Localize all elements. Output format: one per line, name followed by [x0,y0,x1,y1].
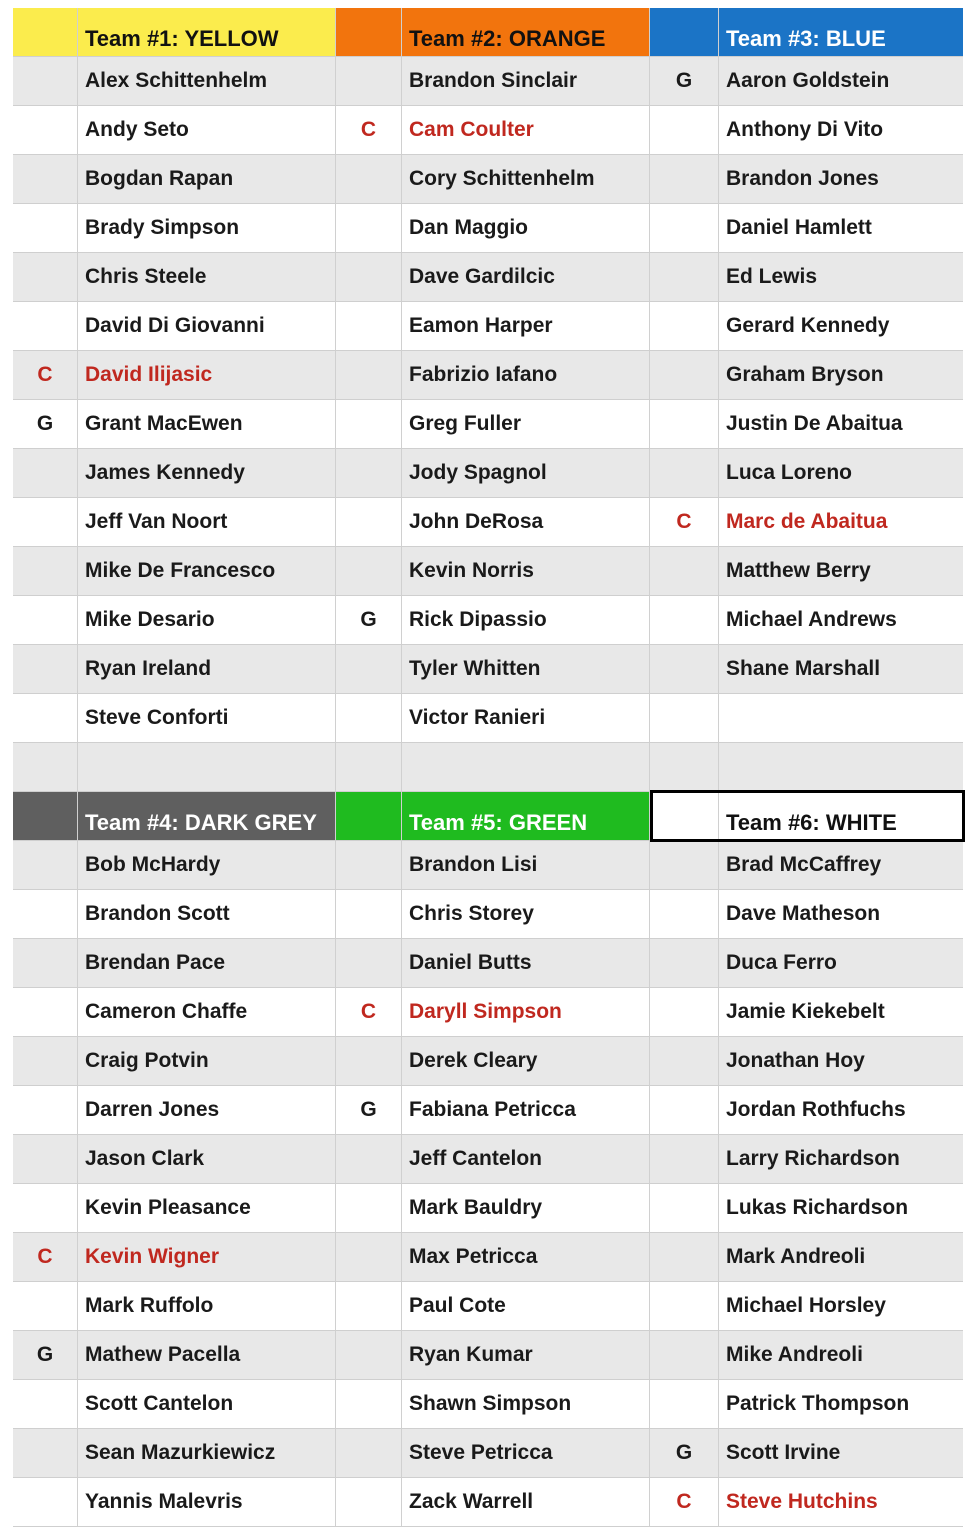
player-name-cell[interactable]: Kevin Pleasance [78,1184,336,1232]
player-role-cell[interactable] [13,1478,78,1526]
player-row [13,1086,963,1135]
player-role-cell[interactable] [650,449,719,497]
player-name-cell[interactable]: Kevin Wigner [78,1233,336,1281]
player-role-cell[interactable] [650,204,719,252]
player-role-cell[interactable] [336,694,402,742]
player-role-cell[interactable] [336,645,402,693]
player-name-cell[interactable]: Darren Jones [78,1086,336,1134]
player-role-cell[interactable] [650,1233,719,1281]
player-name-cell[interactable]: Brendan Pace [78,939,336,987]
player-role-cell[interactable] [336,939,402,987]
player-role-cell[interactable] [13,106,78,154]
player-role-cell[interactable]: C [336,106,402,154]
player-name-cell[interactable]: Jody Spagnol [402,449,650,497]
player-row [13,302,963,351]
player-role-cell[interactable] [650,106,719,154]
player-name-cell[interactable]: Duca Ferro [726,951,837,974]
player-role-cell[interactable] [336,400,402,448]
empty-cell[interactable] [719,743,963,791]
player-name-cell[interactable]: Mike De Francesco [78,547,336,595]
player-role-cell[interactable]: G [13,400,78,448]
player-row [13,351,963,400]
player-role-cell[interactable] [650,1037,719,1085]
player-row [13,400,963,449]
player-role-cell[interactable] [650,400,719,448]
player-name-cell[interactable]: Mark Andreoli [726,1245,866,1268]
player-row [13,155,963,204]
player-name-cell[interactable]: Brandon Jones [726,167,879,190]
player-name-cell[interactable]: Grant MacEwen [78,400,336,448]
player-name-cell[interactable]: Jonathan Hoy [726,1049,865,1072]
player-role-cell[interactable] [13,1037,78,1085]
player-role-cell[interactable] [650,302,719,350]
player-name-cell[interactable]: Mark Ruffolo [78,1282,336,1330]
player-row [13,498,963,547]
player-role-cell[interactable] [13,1429,78,1477]
player-name-cell[interactable]: David Ilijasic [78,351,336,399]
player-name-cell[interactable]: Steve Conforti [78,694,336,742]
empty-cell[interactable] [78,743,336,791]
player-role-cell[interactable]: G [336,1086,402,1134]
team-title-team-4-dark-grey[interactable]: Team #4: DARK GREY [78,792,336,840]
team-title-team-2-orange[interactable]: Team #2: ORANGE [402,8,650,56]
player-role-cell[interactable] [13,449,78,497]
player-name-cell[interactable]: David Di Giovanni [78,302,336,350]
player-name-cell[interactable]: Fabrizio Iafano [402,351,650,399]
player-name-cell[interactable]: Brandon Scott [78,890,336,938]
player-name-cell[interactable]: Matthew Berry [726,559,871,582]
player-row [13,1282,963,1331]
player-role-cell[interactable] [336,1282,402,1330]
player-name-cell[interactable]: Brad McCaffrey [726,853,882,876]
player-role-cell[interactable] [650,1184,719,1232]
player-name-cell[interactable]: Derek Cleary [402,1037,650,1085]
player-role-cell[interactable] [13,1135,78,1183]
player-name-cell[interactable]: Graham Bryson [726,363,884,386]
player-row [13,1184,963,1233]
player-role-cell[interactable] [336,1478,402,1526]
player-role-cell[interactable] [650,253,719,301]
player-name-cell[interactable]: Jeff Cantelon [402,1135,650,1183]
player-row [13,449,963,498]
player-role-cell[interactable] [13,1184,78,1232]
player-name-cell[interactable]: Zack Warrell [402,1478,650,1526]
player-role-cell[interactable] [336,890,402,938]
team-title-team-1-yellow[interactable]: Team #1: YELLOW [78,8,336,56]
player-row [13,988,963,1037]
player-name-cell[interactable]: Ryan Ireland [78,645,336,693]
player-name-cell[interactable]: James Kennedy [78,449,336,497]
player-row [13,841,963,890]
player-row [13,1380,963,1429]
team-color-swatch[interactable] [650,792,719,840]
player-role-cell[interactable]: C [650,498,719,546]
player-name-cell[interactable]: Rick Dipassio [402,596,650,644]
player-row [13,1135,963,1184]
player-name-cell[interactable]: Marc de Abaitua [726,510,888,533]
player-row [13,1331,963,1380]
team-color-swatch[interactable] [336,792,402,840]
player-role-cell[interactable]: C [13,1233,78,1281]
player-role-cell[interactable] [336,498,402,546]
player-name-cell[interactable] [719,694,963,742]
player-role-cell[interactable] [336,1184,402,1232]
player-role-cell[interactable] [13,1380,78,1428]
player-role-cell[interactable] [13,547,78,595]
player-role-cell[interactable] [650,1380,719,1428]
player-role-cell[interactable] [336,1331,402,1379]
player-name-cell[interactable]: Larry Richardson [726,1147,900,1170]
team-header-row [13,8,963,57]
player-row [13,694,963,743]
player-role-cell[interactable] [13,57,78,105]
player-row [13,1233,963,1282]
player-role-cell[interactable] [650,351,719,399]
player-role-cell[interactable] [650,547,719,595]
player-name-cell[interactable]: Michael Horsley [726,1294,886,1317]
player-role-cell[interactable] [13,645,78,693]
player-role-cell[interactable]: C [650,1478,719,1526]
player-row [13,253,963,302]
player-name-cell[interactable]: Jamie Kiekebelt [726,1000,885,1023]
player-role-cell[interactable]: G [336,596,402,644]
player-role-cell[interactable] [336,351,402,399]
player-role-cell[interactable] [336,253,402,301]
player-role-cell[interactable] [336,449,402,497]
player-role-cell[interactable] [13,253,78,301]
blank-spacer-row [13,743,963,792]
player-name-cell[interactable]: Jason Clark [78,1135,336,1183]
empty-cell[interactable] [336,743,402,791]
player-name-cell[interactable]: Andy Seto [78,106,336,154]
player-name-cell[interactable]: Dave Gardilcic [402,253,650,301]
player-name-cell[interactable]: Jordan Rothfuchs [726,1098,906,1121]
player-name-cell[interactable]: John DeRosa [402,498,650,546]
player-name-cell[interactable]: Brady Simpson [78,204,336,252]
player-name-cell[interactable]: Steve Hutchins [726,1490,878,1513]
player-name-cell[interactable]: Shawn Simpson [402,1380,650,1428]
player-role-cell[interactable] [13,939,78,987]
player-role-cell[interactable]: G [650,1429,719,1477]
player-name-cell[interactable]: Michael Andrews [726,608,897,631]
player-role-cell[interactable] [650,1282,719,1330]
player-role-cell[interactable] [650,988,719,1036]
player-role-cell[interactable] [336,302,402,350]
player-role-cell[interactable] [650,939,719,987]
player-name-cell[interactable]: Sean Mazurkiewicz [78,1429,336,1477]
player-role-cell[interactable] [650,1086,719,1134]
player-name-cell[interactable]: Craig Potvin [78,1037,336,1085]
team-color-swatch[interactable] [13,792,78,840]
player-name-cell[interactable]: Chris Steele [78,253,336,301]
player-name-cell[interactable]: Ryan Kumar [402,1331,650,1379]
player-name-cell[interactable]: Fabiana Petricca [402,1086,650,1134]
player-role-cell[interactable]: G [650,57,719,105]
player-role-cell[interactable] [13,988,78,1036]
player-row [13,57,963,106]
player-role-cell[interactable] [650,155,719,203]
player-name-cell[interactable]: Gerard Kennedy [726,314,890,337]
player-role-cell[interactable] [13,596,78,644]
empty-cell[interactable] [402,743,650,791]
team-title-team-6-white[interactable]: Team #6: WHITE [719,792,963,840]
player-row [13,645,963,694]
player-row [13,204,963,253]
player-name-cell[interactable]: Mathew Pacella [78,1331,336,1379]
player-name-cell[interactable]: Shane Marshall [726,657,881,680]
player-role-cell[interactable] [650,1135,719,1183]
player-role-cell[interactable] [650,890,719,938]
player-role-cell[interactable] [13,1086,78,1134]
player-role-cell[interactable]: C [336,988,402,1036]
player-name-cell[interactable]: Brandon Sinclair [402,57,650,105]
player-name-cell[interactable]: Daryll Simpson [402,988,650,1036]
player-role-cell[interactable] [13,841,78,889]
player-name-cell[interactable]: Paul Cote [402,1282,650,1330]
player-name-cell[interactable]: Aaron Goldstein [726,69,890,92]
player-name-cell[interactable]: Anthony Di Vito [726,118,884,141]
roster-spreadsheet [13,8,963,1527]
player-name-cell[interactable]: Lukas Richardson [726,1196,909,1219]
player-name-cell[interactable]: Greg Fuller [402,400,650,448]
player-name-cell[interactable]: Scott Cantelon [78,1380,336,1428]
player-name-cell[interactable]: Ed Lewis [726,265,818,288]
player-role-cell[interactable] [13,155,78,203]
player-name-cell[interactable]: Jeff Van Noort [78,498,336,546]
player-name-cell[interactable]: Bogdan Rapan [78,155,336,203]
player-name-cell[interactable]: Dan Maggio [402,204,650,252]
player-name-cell[interactable]: Daniel Hamlett [726,216,872,239]
player-role-cell[interactable]: C [13,351,78,399]
player-name-cell[interactable]: Cameron Chaffe [78,988,336,1036]
player-role-cell[interactable] [13,302,78,350]
player-role-cell[interactable] [336,155,402,203]
player-name-cell[interactable]: Brandon Lisi [402,841,650,889]
player-name-cell[interactable]: Cory Schittenhelm [402,155,650,203]
player-role-cell[interactable] [336,1380,402,1428]
player-row [13,1478,963,1527]
player-role-cell[interactable] [336,1429,402,1477]
player-role-cell[interactable] [650,841,719,889]
player-name-cell[interactable]: Eamon Harper [402,302,650,350]
player-name-cell[interactable]: Alex Schittenhelm [78,57,336,105]
player-name-cell[interactable]: Kevin Norris [402,547,650,595]
player-name-cell[interactable]: Victor Ranieri [402,694,650,742]
player-role-cell[interactable] [336,547,402,595]
player-name-cell[interactable]: Daniel Butts [402,939,650,987]
player-role-cell[interactable] [650,1331,719,1379]
player-row [13,890,963,939]
player-name-cell[interactable]: Mike Andreoli [726,1343,863,1366]
player-role-cell[interactable] [650,694,719,742]
player-name-cell[interactable]: Steve Petricca [402,1429,650,1477]
team-title-team-5-green[interactable]: Team #5: GREEN [402,792,650,840]
team-color-swatch[interactable] [650,8,719,56]
empty-cell[interactable] [13,743,78,791]
player-name-cell[interactable]: Justin De Abaitua [726,412,903,435]
player-name-cell[interactable]: Luca Loreno [726,461,853,484]
player-name-cell[interactable]: Chris Storey [402,890,650,938]
player-row [13,1429,963,1478]
player-name-cell[interactable]: Patrick Thompson [726,1392,910,1415]
player-name-cell[interactable]: Mike Desario [78,596,336,644]
empty-cell[interactable] [650,743,719,791]
player-role-cell[interactable] [336,1037,402,1085]
player-role-cell[interactable] [13,890,78,938]
player-name-cell[interactable]: Dave Matheson [726,902,881,925]
player-name-cell[interactable]: Scott Irvine [726,1441,841,1464]
player-role-cell[interactable] [13,694,78,742]
player-role-cell[interactable] [336,1233,402,1281]
player-role-cell[interactable] [336,204,402,252]
team-title-team-3-blue[interactable]: Team #3: BLUE [719,8,963,56]
player-role-cell[interactable] [13,1282,78,1330]
player-name-cell[interactable]: Mark Bauldry [402,1184,650,1232]
team-color-swatch[interactable] [336,8,402,56]
player-row [13,547,963,596]
player-role-cell[interactable] [650,596,719,644]
player-name-cell[interactable]: Yannis Malevris [78,1478,336,1526]
player-role-cell[interactable] [13,204,78,252]
player-role-cell[interactable] [650,645,719,693]
player-row [13,106,963,155]
player-name-cell[interactable]: Tyler Whitten [402,645,650,693]
team-header-row [13,792,963,841]
team-color-swatch[interactable] [13,8,78,56]
player-row [13,939,963,988]
player-row [13,1037,963,1086]
player-role-cell[interactable] [336,841,402,889]
player-role-cell[interactable] [336,1135,402,1183]
player-role-cell[interactable] [336,57,402,105]
player-name-cell[interactable]: Max Petricca [402,1233,650,1281]
player-name-cell[interactable]: Cam Coulter [402,106,650,154]
player-row [13,596,963,645]
player-role-cell[interactable]: G [13,1331,78,1379]
player-role-cell[interactable] [13,498,78,546]
player-name-cell[interactable]: Bob McHardy [78,841,336,889]
